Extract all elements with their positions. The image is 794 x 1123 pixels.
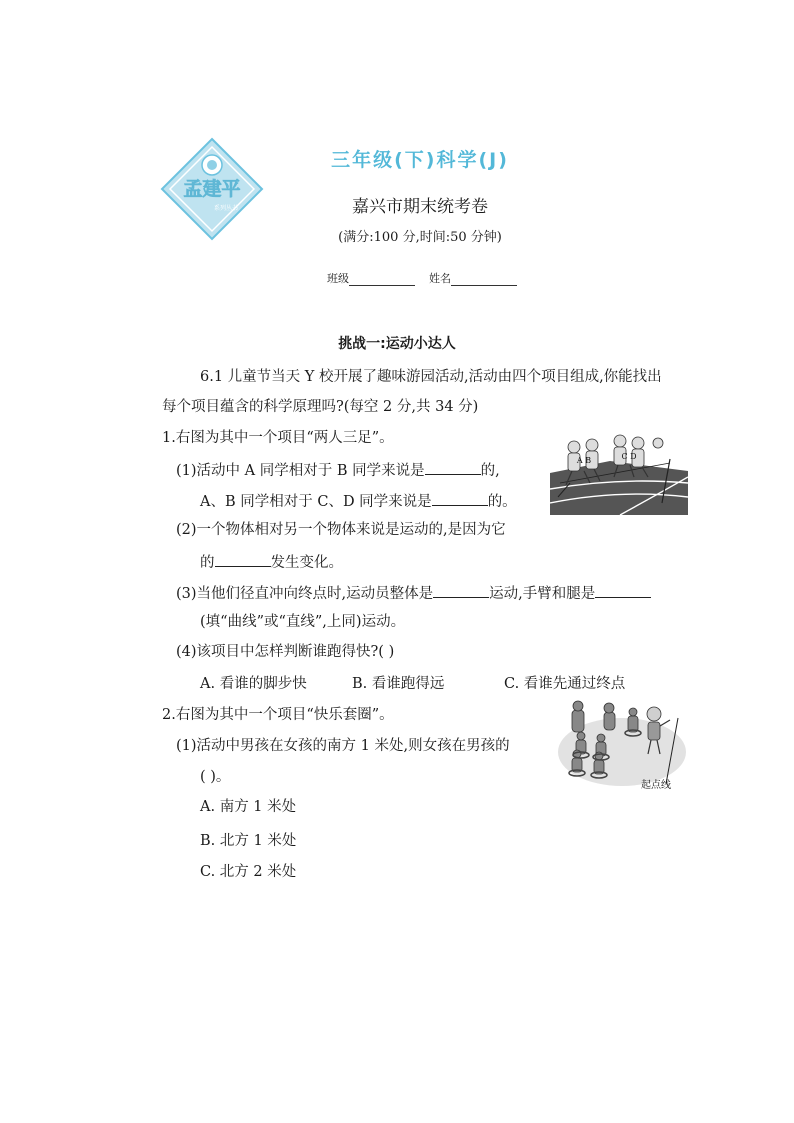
ring-toss-illustration — [556, 698, 688, 792]
section-title: 挑战一:运动小达人 — [338, 336, 456, 352]
q1-part1-line2 — [200, 490, 517, 512]
q1-part4: (4)该项目中怎样判断谁跑得快?( ) — [176, 644, 395, 660]
publisher-logo — [160, 137, 264, 241]
q1-part1b-end: 的。 — [487, 494, 517, 510]
q1-part2-line2 — [200, 551, 343, 573]
q1-part1-text: (1)活动中 A 同学相对于 B 同学来说是 — [176, 463, 425, 479]
q1-stem: 1.右图为其中一个项目“两人三足”。 — [162, 430, 394, 446]
runners-ab-label: A B — [576, 456, 592, 465]
q1-option-c[interactable]: C. 看谁先通过终点 — [504, 676, 626, 692]
name-field[interactable] — [451, 273, 517, 286]
q1-part2b-end: 发生变化。 — [270, 555, 343, 571]
q1-part2b-text: 的 — [200, 555, 215, 571]
q1-option-a[interactable]: A. 看谁的脚步快 — [200, 676, 307, 692]
q1-part3-text: (3)当他们径直冲向终点时,运动员整体是 — [176, 586, 434, 602]
q1-blank-3[interactable] — [215, 551, 271, 567]
paper-subtitle: 嘉兴市期末统考卷 — [352, 197, 488, 217]
student-fields — [327, 270, 531, 286]
paper-title: 三年级(下)科学(J) — [331, 149, 509, 171]
class-field[interactable] — [349, 273, 415, 286]
q2-option-a[interactable]: A. 南方 1 米处 — [200, 799, 297, 815]
start-line-label: 起点线 — [641, 780, 671, 791]
class-label: 班级 — [327, 272, 349, 285]
q1-blank-4[interactable] — [433, 582, 489, 598]
q1-part3-line1 — [176, 582, 651, 604]
q1-blank-2[interactable] — [432, 490, 488, 506]
q2-part1-line2: ( )。 — [200, 769, 231, 785]
q1-part3-line2: (填“曲线”或“直线”,上同)运动。 — [200, 614, 406, 630]
logo-subtext: 系列丛书 — [213, 205, 239, 212]
q1-part3-mid: 运动,手臂和腿是 — [489, 586, 596, 602]
exam-info: (满分:100 分,时间:50 分钟) — [338, 230, 502, 245]
intro-line-2: 每个项目蕴含的科学原理吗?(每空 2 分,共 34 分) — [162, 399, 479, 415]
q1-part1-line1 — [176, 459, 500, 481]
q1-blank-5[interactable] — [595, 582, 651, 598]
name-label: 姓名 — [429, 272, 451, 285]
three-legged-race-illustration — [550, 433, 688, 515]
q1-part1b-text: A、B 同学相对于 C、D 同学来说是 — [200, 494, 432, 510]
q2-part1-line1: (1)活动中男孩在女孩的南方 1 米处,则女孩在男孩的 — [176, 738, 510, 754]
q2-stem: 2.右图为其中一个项目“快乐套圈”。 — [162, 707, 394, 723]
q1-part1-end: 的, — [480, 463, 500, 479]
q1-part2-line1: (2)一个物体相对另一个物体来说是运动的,是因为它 — [176, 522, 506, 538]
q1-blank-1[interactable] — [425, 459, 481, 475]
intro-line-1: 6.1 儿童节当天 Y 校开展了趣味游园活动,活动由四个项目组成,你能找出 — [200, 369, 662, 385]
q2-option-b[interactable]: B. 北方 1 米处 — [200, 833, 297, 849]
runners-cd-label: C D — [621, 452, 637, 461]
q1-option-b[interactable]: B. 看谁跑得远 — [352, 676, 445, 692]
q2-option-c[interactable]: C. 北方 2 米处 — [200, 864, 297, 880]
logo-text: 孟建平 — [183, 178, 241, 200]
